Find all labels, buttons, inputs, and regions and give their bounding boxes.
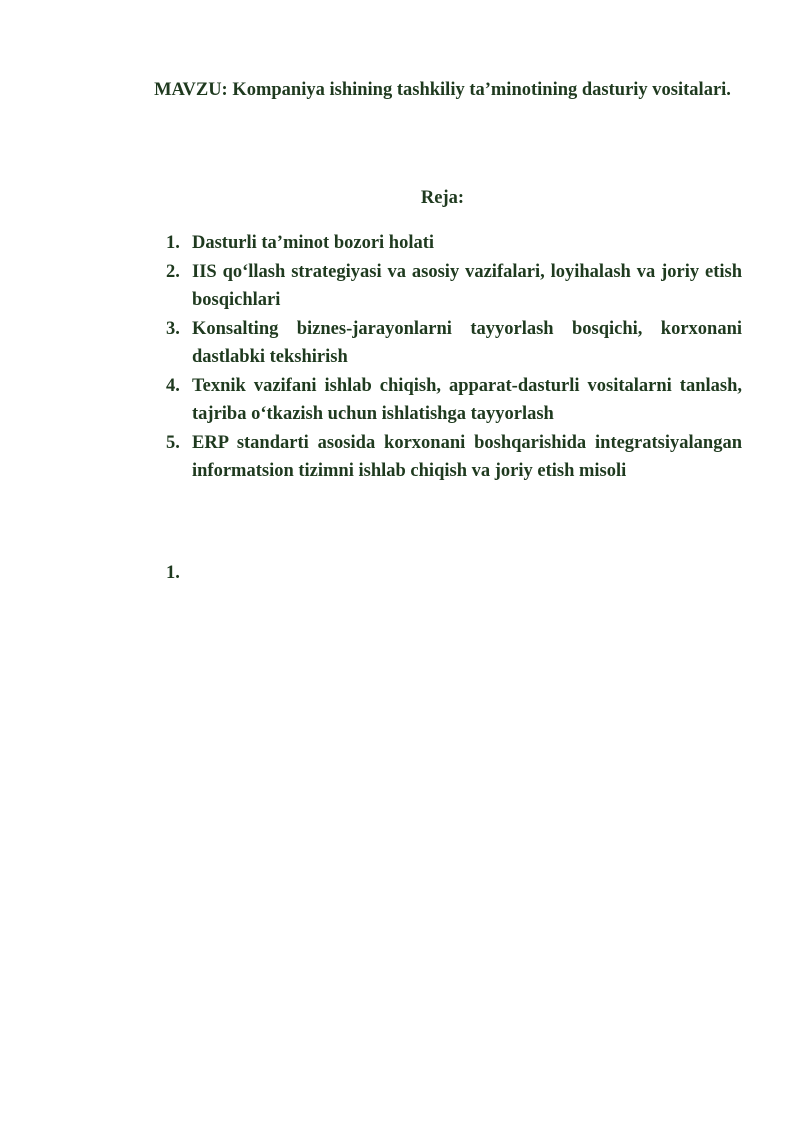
plan-item-text: ERP standarti asosida korxonani boshqarishida integratsiyalangan informatsion tizimni ishlab chiqish va joriy etish misoli bbox=[192, 432, 742, 481]
plan-item-5 bbox=[166, 429, 742, 486]
plan-item-number: 1. bbox=[166, 233, 180, 253]
plan-item-text: Texnik vazifani ishlab chiqish, apparat-dasturli vositalarni tanlash, tajriba o‘tkazish uchun ishlatishga tayyorlash bbox=[192, 375, 742, 424]
document-title: MAVZU: Kompaniya ishining tashkiliy ta’minotining dasturiy vositalari. bbox=[154, 80, 731, 100]
plan-item-1 bbox=[166, 229, 742, 258]
plan-item-number: 2. bbox=[166, 261, 180, 282]
plan-item-text: Konsalting biznes-jarayonlarni tayyorlash bosqichi, korxonani dastlabki tekshirish bbox=[192, 318, 742, 367]
plan-item-text: IIS qo‘llash strategiyasi va asosiy vazifalari, loyihalash va joriy etish bosqichlari bbox=[192, 261, 742, 310]
plan-item-text: Dasturli ta’minot bozori holati bbox=[192, 233, 435, 253]
plan-item-2 bbox=[166, 258, 742, 315]
plan-list bbox=[166, 229, 742, 486]
plan-item-number: 3. bbox=[166, 318, 180, 339]
plan-item-4 bbox=[166, 372, 742, 429]
plan-heading: Reja: bbox=[420, 188, 465, 208]
plan-item-3 bbox=[166, 315, 742, 372]
plan-item-number: 5. bbox=[166, 432, 180, 453]
plan-item-number: 4. bbox=[166, 375, 180, 396]
section-number: 1. bbox=[166, 563, 180, 583]
